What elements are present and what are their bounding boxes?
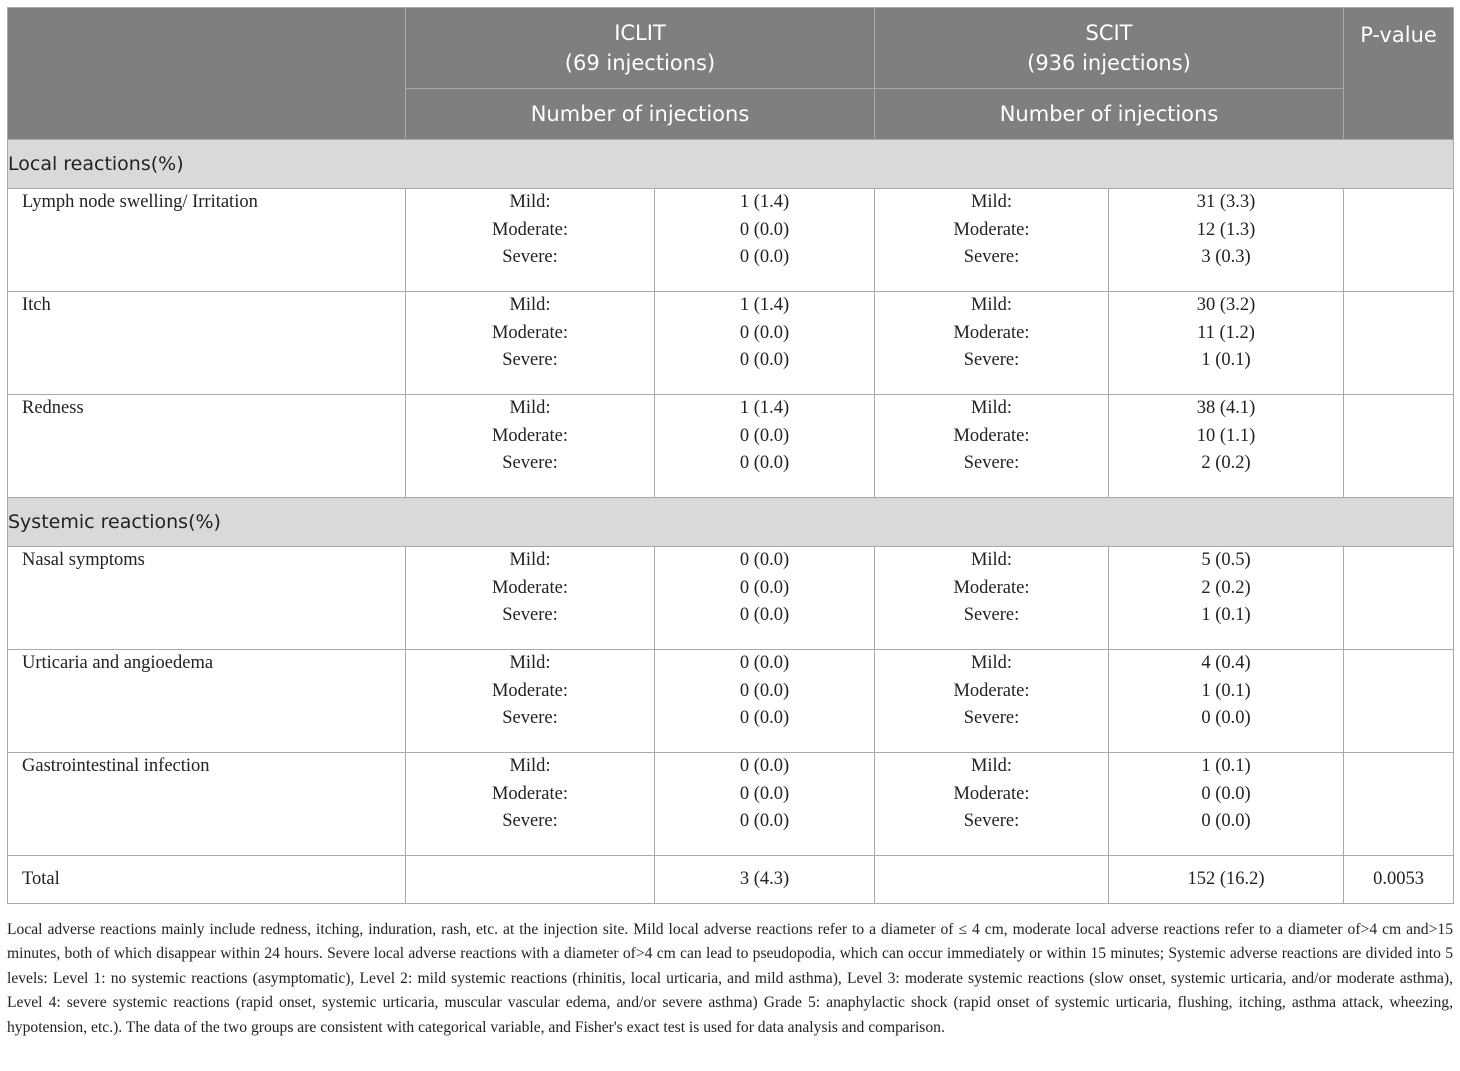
scit-count-value: 4 (0.4) bbox=[1201, 653, 1251, 673]
grade-label: Severe: bbox=[502, 247, 558, 268]
grade-label: Mild: bbox=[509, 295, 551, 315]
iclit-count-value: 0 (0.0) bbox=[739, 756, 790, 776]
table-row bbox=[8, 650, 1454, 753]
total-pvalue: 0.0053 bbox=[1344, 856, 1454, 904]
grade-label: Severe: bbox=[963, 350, 1020, 371]
iclit-count-value: 0 (0.0) bbox=[739, 350, 790, 371]
scit-count-cell bbox=[1109, 395, 1344, 498]
pvalue-cell bbox=[1344, 189, 1454, 292]
header-iclit bbox=[406, 8, 875, 89]
section-title: Local reactions(%) bbox=[8, 140, 1454, 189]
pvalue-cell bbox=[1344, 753, 1454, 856]
grade-label: Moderate: bbox=[953, 577, 1030, 598]
iclit-count-value: 0 (0.0) bbox=[739, 783, 790, 804]
scit-count-value: 1 (0.1) bbox=[1201, 605, 1251, 626]
pvalue-cell bbox=[1344, 395, 1454, 498]
grade-label: Moderate: bbox=[953, 783, 1030, 804]
grade-label: Mild: bbox=[509, 192, 551, 212]
grade-label: Severe: bbox=[502, 708, 558, 729]
row-label: Nasal symptoms bbox=[8, 547, 406, 650]
table-row bbox=[8, 189, 1454, 292]
grade-label: Severe: bbox=[502, 811, 558, 832]
header-scit-title: SCIT bbox=[1085, 21, 1133, 45]
scit-grade-cell bbox=[875, 650, 1109, 753]
grade-label: Severe: bbox=[963, 708, 1020, 729]
adverse-reactions-table bbox=[7, 7, 1454, 904]
iclit-grade-cell bbox=[406, 292, 655, 395]
header-scit-sub: (936 injections) bbox=[1027, 51, 1191, 75]
scit-grade-cell bbox=[875, 292, 1109, 395]
grade-label: Moderate: bbox=[953, 425, 1030, 446]
scit-count-value: 3 (0.3) bbox=[1201, 247, 1251, 268]
table-row bbox=[8, 395, 1454, 498]
scit-count-cell bbox=[1109, 650, 1344, 753]
scit-count-cell bbox=[1109, 753, 1344, 856]
grade-label: Mild: bbox=[509, 550, 551, 570]
iclit-grade-cell bbox=[406, 189, 655, 292]
iclit-count-cell bbox=[655, 189, 875, 292]
scit-count-value: 12 (1.3) bbox=[1196, 219, 1256, 240]
grade-label: Mild: bbox=[509, 756, 551, 776]
iclit-grade-cell bbox=[406, 547, 655, 650]
pvalue-cell bbox=[1344, 547, 1454, 650]
grade-label: Mild: bbox=[970, 550, 1013, 570]
scit-count-value: 5 (0.5) bbox=[1201, 550, 1251, 570]
grade-label: Mild: bbox=[509, 398, 551, 418]
section-title: Systemic reactions(%) bbox=[8, 498, 1454, 547]
iclit-count-cell bbox=[655, 395, 875, 498]
scit-count-value: 10 (1.1) bbox=[1196, 425, 1256, 446]
iclit-count-cell bbox=[655, 650, 875, 753]
header-empty-cell bbox=[8, 8, 406, 140]
total-scit-value: 152 (16.2) bbox=[1109, 856, 1344, 904]
scit-count-value: 1 (0.1) bbox=[1201, 680, 1251, 701]
iclit-count-cell bbox=[655, 292, 875, 395]
row-label: Redness bbox=[8, 395, 406, 498]
scit-count-value: 0 (0.0) bbox=[1201, 811, 1251, 832]
row-label: Urticaria and angioedema bbox=[8, 650, 406, 753]
scit-count-value: 2 (0.2) bbox=[1201, 577, 1251, 598]
scit-count-value: 31 (3.3) bbox=[1196, 192, 1256, 212]
row-label: Lymph node swelling/ Irritation bbox=[8, 189, 406, 292]
iclit-count-value: 0 (0.0) bbox=[739, 605, 790, 626]
grade-label: Severe: bbox=[502, 605, 558, 626]
header-iclit-title: ICLIT bbox=[614, 21, 666, 45]
scit-count-value: 2 (0.2) bbox=[1201, 453, 1251, 474]
pvalue-cell bbox=[1344, 292, 1454, 395]
grade-label: Moderate: bbox=[491, 425, 569, 446]
iclit-count-value: 0 (0.0) bbox=[739, 550, 790, 570]
scit-count-value: 0 (0.0) bbox=[1201, 783, 1251, 804]
grade-label: Moderate: bbox=[953, 322, 1030, 343]
scit-count-value: 30 (3.2) bbox=[1196, 295, 1256, 315]
grade-label: Moderate: bbox=[491, 680, 569, 701]
section-header-row bbox=[8, 498, 1454, 547]
grade-label: Moderate: bbox=[491, 783, 569, 804]
grade-label: Severe: bbox=[963, 605, 1020, 626]
grade-label: Moderate: bbox=[491, 219, 569, 240]
header-row-groups bbox=[8, 8, 1454, 89]
scit-count-value: 38 (4.1) bbox=[1196, 398, 1256, 418]
iclit-count-value: 0 (0.0) bbox=[739, 322, 790, 343]
iclit-count-cell bbox=[655, 547, 875, 650]
grade-label: Severe: bbox=[502, 453, 558, 474]
grade-label: Moderate: bbox=[953, 680, 1030, 701]
table-row bbox=[8, 547, 1454, 650]
table-row bbox=[8, 292, 1454, 395]
header-pvalue: P-value bbox=[1344, 8, 1454, 140]
table-row bbox=[8, 753, 1454, 856]
iclit-grade-cell bbox=[406, 395, 655, 498]
iclit-count-value: 1 (1.4) bbox=[739, 398, 790, 418]
scit-count-cell bbox=[1109, 292, 1344, 395]
grade-label: Mild: bbox=[970, 295, 1013, 315]
scit-count-cell bbox=[1109, 189, 1344, 292]
grade-label: Moderate: bbox=[491, 322, 569, 343]
iclit-count-cell bbox=[655, 753, 875, 856]
grade-label: Moderate: bbox=[953, 219, 1030, 240]
scit-count-cell bbox=[1109, 547, 1344, 650]
iclit-grade-cell bbox=[406, 753, 655, 856]
iclit-count-value: 0 (0.0) bbox=[739, 708, 790, 729]
grade-label: Mild: bbox=[970, 192, 1013, 212]
scit-grade-cell bbox=[875, 189, 1109, 292]
scit-count-value: 1 (0.1) bbox=[1201, 350, 1251, 371]
header-scit bbox=[875, 8, 1344, 89]
total-iclit-empty bbox=[406, 856, 655, 904]
grade-label: Mild: bbox=[509, 653, 551, 673]
scit-count-value: 1 (0.1) bbox=[1201, 756, 1251, 776]
iclit-count-value: 0 (0.0) bbox=[739, 247, 790, 268]
grade-label: Mild: bbox=[970, 398, 1013, 418]
grade-label: Mild: bbox=[970, 653, 1013, 673]
row-label: Itch bbox=[8, 292, 406, 395]
total-label: Total bbox=[8, 856, 406, 904]
scit-grade-cell bbox=[875, 753, 1109, 856]
iclit-count-value: 0 (0.0) bbox=[739, 811, 790, 832]
header-iclit-sub: (69 injections) bbox=[564, 51, 716, 75]
table-footnote: Local adverse reactions mainly include redness, itching, induration, rash, etc. at the injection site. Mild local adverse reactions refer to a diameter of ≤ 4 cm, moderate local adverse reactions refer to a diameter of>4 cm and>15 minutes, both of which disappear within 24 hours. Severe local adverse reactions with a diameter of>4 cm can lead to pseudopodia, which can occur immediately or within 15 minutes; Systemic adverse reactions are divided into 5 levels: Level 1: no systemic reactions (asymptomatic), Level 2: mild systemic reactions (rhinitis, local urticaria, and mild asthma), Level 3: moderate systemic reactions (slow onset, systemic urticaria, and/or moderate asthma), Level 4: severe systemic reactions (rapid onset, systemic urticaria, muscular vascular edema, and/or severe asthma) Grade 5: anaphylactic shock (rapid onset of systemic urticaria, flushing, itching, asthma attack, wheezing, hypotension, etc.). The data of the two groups are consistent with categorical variable, and Fisher's exact test is used for data analysis and comparison. bbox=[7, 921, 1453, 1036]
row-label: Gastrointestinal infection bbox=[8, 753, 406, 856]
grade-label: Moderate: bbox=[491, 577, 569, 598]
iclit-count-value: 0 (0.0) bbox=[739, 425, 790, 446]
scit-grade-cell bbox=[875, 547, 1109, 650]
scit-count-value: 11 (1.2) bbox=[1197, 322, 1255, 343]
iclit-count-value: 0 (0.0) bbox=[739, 653, 790, 673]
grade-label: Severe: bbox=[963, 811, 1020, 832]
total-scit-empty bbox=[875, 856, 1109, 904]
iclit-grade-cell bbox=[406, 650, 655, 753]
pvalue-cell bbox=[1344, 650, 1454, 753]
iclit-count-value: 0 (0.0) bbox=[739, 453, 790, 474]
grade-label: Severe: bbox=[502, 350, 558, 371]
iclit-count-value: 0 (0.0) bbox=[739, 577, 790, 598]
grade-label: Severe: bbox=[963, 453, 1020, 474]
total-iclit-value: 3 (4.3) bbox=[655, 856, 875, 904]
scit-grade-cell bbox=[875, 395, 1109, 498]
scit-count-value: 0 (0.0) bbox=[1201, 708, 1251, 729]
iclit-count-value: 0 (0.0) bbox=[739, 680, 790, 701]
iclit-count-value: 1 (1.4) bbox=[739, 192, 790, 212]
section-header-row bbox=[8, 140, 1454, 189]
grade-label: Severe: bbox=[963, 247, 1020, 268]
total-row bbox=[8, 856, 1454, 904]
grade-label: Mild: bbox=[970, 756, 1013, 776]
iclit-count-value: 0 (0.0) bbox=[739, 219, 790, 240]
iclit-count-value: 1 (1.4) bbox=[739, 295, 790, 315]
header-scit-count-label: Number of injections bbox=[875, 89, 1344, 140]
header-iclit-count-label: Number of injections bbox=[406, 89, 875, 140]
